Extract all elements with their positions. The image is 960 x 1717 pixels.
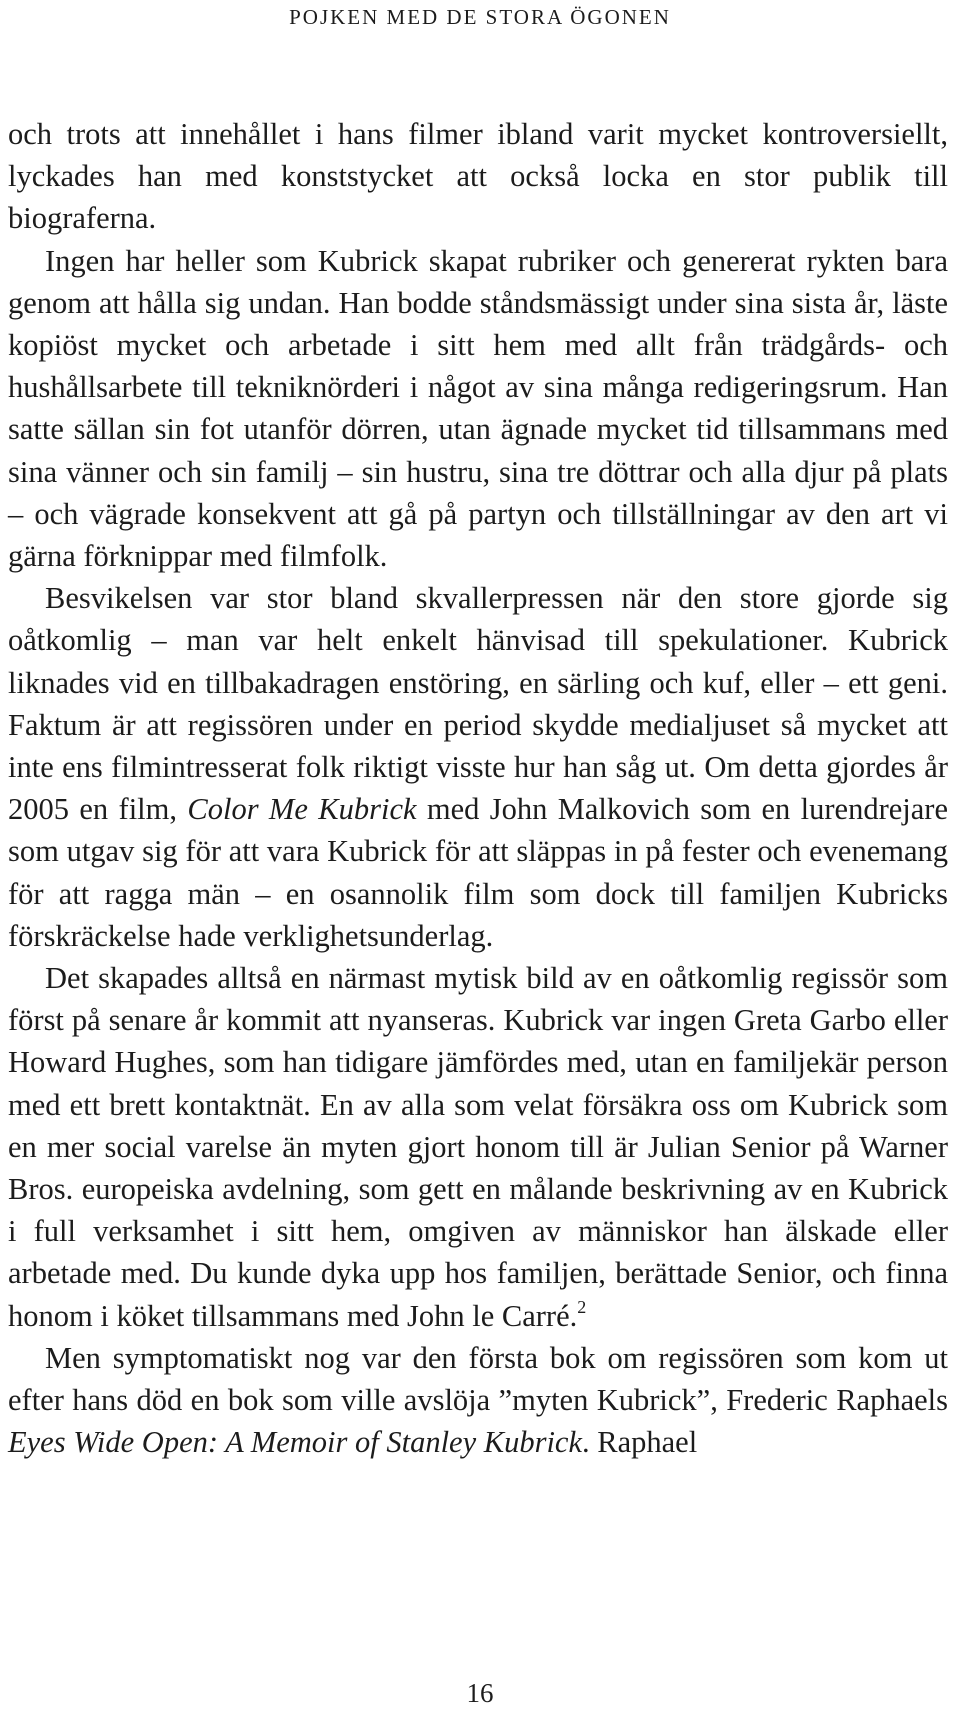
paragraph-5-text-a: Men symptomatiskt nog var den första bok om regissören som kom ut efter hans död en bok som ville avslöja ”myten Kubrick”, Frederic Raphaels (8, 1340, 948, 1418)
body-text (8, 113, 948, 1464)
running-header: POJKEN MED DE STORA ÖGONEN (289, 5, 671, 29)
paragraph-4 (8, 957, 948, 1337)
paragraph-5-text-b: . Raphael (582, 1425, 698, 1460)
book-title: Eyes Wide Open: A Memoir of Stanley Kubrick (8, 1425, 583, 1460)
paragraph-3-text-b: med John Malkovich som en lurendrejare som utgav sig för att vara Kubrick för att släppas in på fester och evenemang för att ragga män – en osannolik film som dock till familjen Kubricks förskräckelse hade verklighetsunderlag. (8, 792, 948, 953)
paragraph-5 (8, 1337, 948, 1464)
paragraph-1: och trots att innehållet i hans filmer ibland varit mycket kontroversiellt, lyckades han med konststycket att också locka en stor publik till biograferna. (8, 117, 948, 236)
page-number: 16 (466, 1678, 494, 1708)
paragraph-2: Ingen har heller som Kubrick skapat rubriker och genererat rykten bara genom att hålla sig undan. Han bodde ståndsmässigt under sina sista år, läste kopiöst mycket och arbetade i sitt hem med allt från trädgårds- och hushållsarbete till tekniknörderi i något av sina många redigeringsrum. Han satte sällan sin fot utanför dörren, utan ägnade mycket tid tillsammans med sina vänner och sin familj – sin hustru, sina tre döttrar och alla djur på plats – och vägrade konsekvent att gå på partyn och tillställningar av den art vi gärna förknippar med filmfolk. (8, 243, 948, 574)
footnote-mark: 2 (577, 1296, 587, 1317)
paragraph-3 (8, 577, 948, 957)
paragraph-4-text: Det skapades alltså en närmast mytisk bild av en oåtkomlig regissör som först på senare år kommit att nyanseras. Kubrick var ingen Greta Garbo eller Howard Hughes, som han tidigare jämfördes med, utan en familjekär person med ett brett kontaktnät. En av alla som velat försäkra oss om Kubrick som en mer social varelse än myten gjort honom till är Julian Senior på Warner Bros. europeiska avdelning, som gett en målande beskrivning av en Kubrick i full verksamhet i sitt hem, omgiven av människor han älskade eller arbetade med. Du kunde dyka upp hos familjen, berättade Senior, och finna honom i köket tillsammans med John le Carré. (8, 961, 948, 1333)
paragraph-3-text-a: Besvikelsen var stor bland skvallerpressen när den store gjorde sig oåtkomlig – man var helt enkelt hänvisad till spekulationer. Kubrick liknades vid en tillbakadragen enstöring, en särling och kuf, eller – ett geni. Faktum är att regissören under en period skydde medialjuset så mycket att inte ens filmintresserat folk riktigt visste hur han såg ut. Om detta gjordes år 2005 en film, (8, 581, 948, 827)
film-title: Color Me Kubrick (187, 792, 417, 827)
